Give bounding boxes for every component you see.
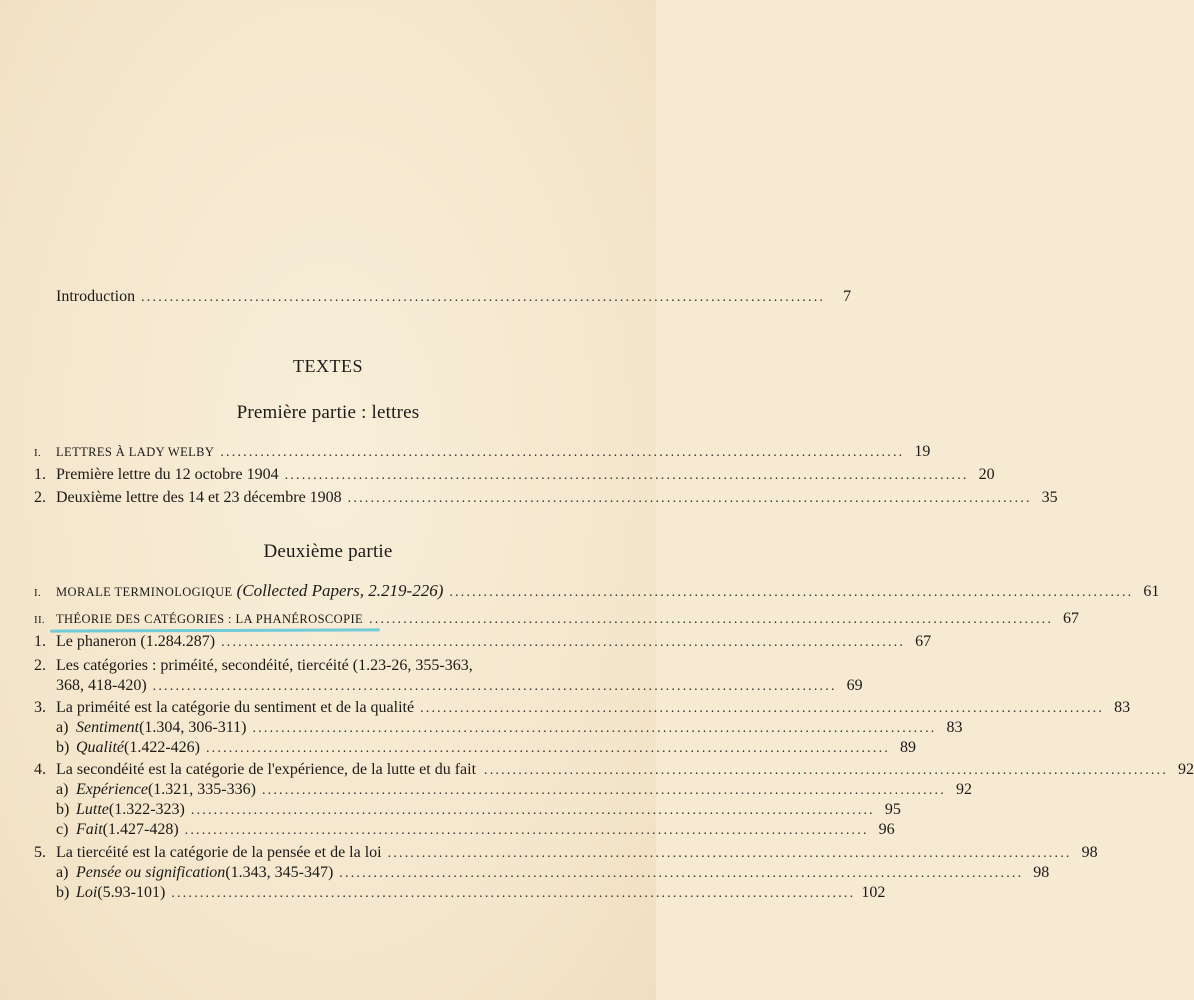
leader-dots: ........................................................................................................................ bbox=[252, 721, 937, 736]
toc-subentry-loi bbox=[56, 883, 886, 904]
toc-subentry-pensee bbox=[56, 863, 1050, 884]
entry-title-continued: 368, 418-420) bbox=[56, 677, 147, 694]
leader-dots: ........................................................................................................................ bbox=[261, 783, 946, 798]
section-title: LETTRES À LADY WELBY bbox=[56, 445, 215, 459]
leader-dots: ........................................................................................................................ bbox=[284, 468, 969, 483]
entry-page: 35 bbox=[1041, 489, 1058, 506]
section-page: 61 bbox=[1143, 583, 1160, 600]
entry-page: 83 bbox=[1114, 699, 1131, 716]
toc-section-morale bbox=[34, 581, 1160, 603]
subentry-letter: a) bbox=[56, 864, 69, 881]
subentry-title-rest: (1.322-323) bbox=[108, 801, 185, 818]
entry-page: 98 bbox=[1081, 844, 1098, 861]
subentry-page: 96 bbox=[878, 821, 895, 838]
section-title: THÉORIE DES CATÉGORIES : LA PHANÉROSCOPIE bbox=[56, 612, 364, 626]
subentry-title-italic: Qualité bbox=[76, 739, 124, 756]
entry-number: 4. bbox=[34, 761, 46, 778]
toc-entry-secondeite bbox=[34, 760, 1194, 781]
entry-title: Le phaneron (1.284.287) bbox=[56, 633, 216, 650]
leader-dots: ........................................................................................................................ bbox=[484, 763, 1169, 778]
toc-entry-categories-line2 bbox=[56, 676, 863, 697]
toc-entry-primeite bbox=[34, 698, 1131, 719]
toc-subentry-fait bbox=[56, 820, 895, 841]
entry-number: 1. bbox=[34, 633, 46, 650]
toc-section-categories bbox=[34, 609, 1080, 630]
subentry-letter: b) bbox=[56, 739, 70, 756]
toc-entry-tierceite bbox=[34, 843, 1098, 864]
leader-dots: ........................................................................................................................ bbox=[221, 635, 906, 650]
toc-entry-phaneron bbox=[34, 632, 932, 653]
leader-dots: ........................................................................................................................ bbox=[184, 823, 869, 838]
subentry-title-rest: (1.422-426) bbox=[124, 739, 200, 756]
entry-page: 67 bbox=[915, 633, 932, 650]
subentry-page: 102 bbox=[861, 884, 886, 901]
toc-entry-lettre-2 bbox=[34, 488, 1058, 509]
subentry-title-rest: (1.343, 345-347) bbox=[225, 864, 334, 881]
entry-title: Première lettre du 12 octobre 1904 bbox=[56, 466, 279, 483]
subentry-page: 83 bbox=[946, 719, 963, 736]
toc-subentry-sentiment bbox=[56, 718, 963, 739]
entry-title: La priméité est la catégorie du sentiment et de la qualité bbox=[56, 699, 415, 716]
subentry-title-rest: (1.304, 306-311) bbox=[139, 719, 247, 736]
section-page: 67 bbox=[1063, 610, 1080, 627]
entry-number: 3. bbox=[34, 699, 46, 716]
toc-subentry-qualite bbox=[56, 738, 916, 759]
section-title: MORALE TERMINOLOGIQUE bbox=[56, 585, 233, 599]
toc-entry-categories-line1 bbox=[34, 656, 554, 676]
subentry-title-italic: Pensée ou signification bbox=[76, 864, 226, 881]
toc-entry-introduction bbox=[56, 287, 852, 308]
section-number: I. bbox=[34, 447, 42, 459]
entry-number: 2. bbox=[34, 657, 46, 674]
entry-title: Les catégories : priméité, secondéité, tiercéité (1.23-26, 355-363, bbox=[56, 657, 473, 674]
leader-dots: ........................................................................................................................ bbox=[449, 585, 1134, 600]
subentry-title-italic: Lutte bbox=[76, 801, 109, 818]
toc-entry-page: 7 bbox=[843, 288, 852, 305]
leader-dots: ........................................................................................................................ bbox=[347, 491, 1032, 506]
textes-heading: TEXTES bbox=[293, 356, 363, 376]
section-number: I. bbox=[34, 587, 42, 599]
entry-page: 92 bbox=[1178, 761, 1194, 778]
section-number: II. bbox=[34, 614, 45, 626]
leader-dots: ........................................................................................................................ bbox=[190, 803, 875, 818]
subentry-title-italic: Expérience bbox=[76, 781, 148, 798]
subentry-letter: b) bbox=[56, 801, 70, 818]
entry-number: 5. bbox=[34, 844, 46, 861]
subentry-page: 89 bbox=[899, 739, 916, 756]
subentry-letter: a) bbox=[56, 781, 69, 798]
leader-dots: ........................................................................................................................ bbox=[220, 445, 905, 460]
toc-entry-title: Introduction bbox=[56, 288, 136, 305]
subentry-letter: b) bbox=[56, 884, 70, 901]
leader-dots: ........................................................................................................................ bbox=[420, 701, 1105, 716]
section-page: 19 bbox=[914, 443, 931, 460]
subentry-page: 95 bbox=[884, 801, 901, 818]
entry-page: 20 bbox=[978, 466, 995, 483]
entry-page: 69 bbox=[846, 677, 863, 694]
subentry-title-italic: Loi bbox=[76, 884, 98, 901]
entry-title: La secondéité est la catégorie de l'expérience, de la lutte et du fait bbox=[56, 761, 477, 778]
entry-number: 2. bbox=[34, 489, 46, 506]
subentry-title-rest: (5.93-101) bbox=[97, 884, 166, 901]
toc-section-lettres bbox=[34, 442, 931, 463]
entry-title: Deuxième lettre des 14 et 23 décembre 1908 bbox=[56, 489, 342, 506]
leader-dots: ........................................................................................................................ bbox=[152, 679, 837, 694]
part2-heading: Deuxième partie bbox=[263, 541, 393, 562]
leader-dots: ........................................................................................................................ bbox=[387, 846, 1072, 861]
leader-dots: ........................................................................................................................ bbox=[339, 866, 1024, 881]
entry-number: 1. bbox=[34, 466, 46, 483]
section-title-italic: (Collected Papers, 2.219-226) bbox=[236, 581, 444, 600]
toc-subentry-experience bbox=[56, 780, 972, 801]
subentry-letter: c) bbox=[56, 821, 69, 838]
subentry-title-rest: (1.321, 335-336) bbox=[147, 781, 256, 798]
leader-dots: ........................................................................................................................ bbox=[205, 741, 890, 756]
toc-entry-lettre-1 bbox=[34, 465, 995, 486]
subentry-title-italic: Fait bbox=[76, 821, 103, 838]
subentry-title-italic: Sentiment bbox=[76, 719, 140, 736]
toc-subentry-lutte bbox=[56, 800, 901, 821]
leader-dots: ........................................................................................................................ bbox=[369, 612, 1054, 627]
subentry-title-rest: (1.427-428) bbox=[102, 821, 179, 838]
leader-dots: ........................................................................................................................ bbox=[141, 290, 826, 305]
subentry-page: 92 bbox=[955, 781, 972, 798]
subentry-letter: a) bbox=[56, 719, 69, 736]
subentry-page: 98 bbox=[1033, 864, 1050, 881]
entry-title: La tiercéité est la catégorie de la pensée et de la loi bbox=[56, 844, 382, 861]
leader-dots: ........................................................................................................................ bbox=[171, 886, 856, 901]
part1-heading: Première partie : lettres bbox=[236, 402, 420, 423]
